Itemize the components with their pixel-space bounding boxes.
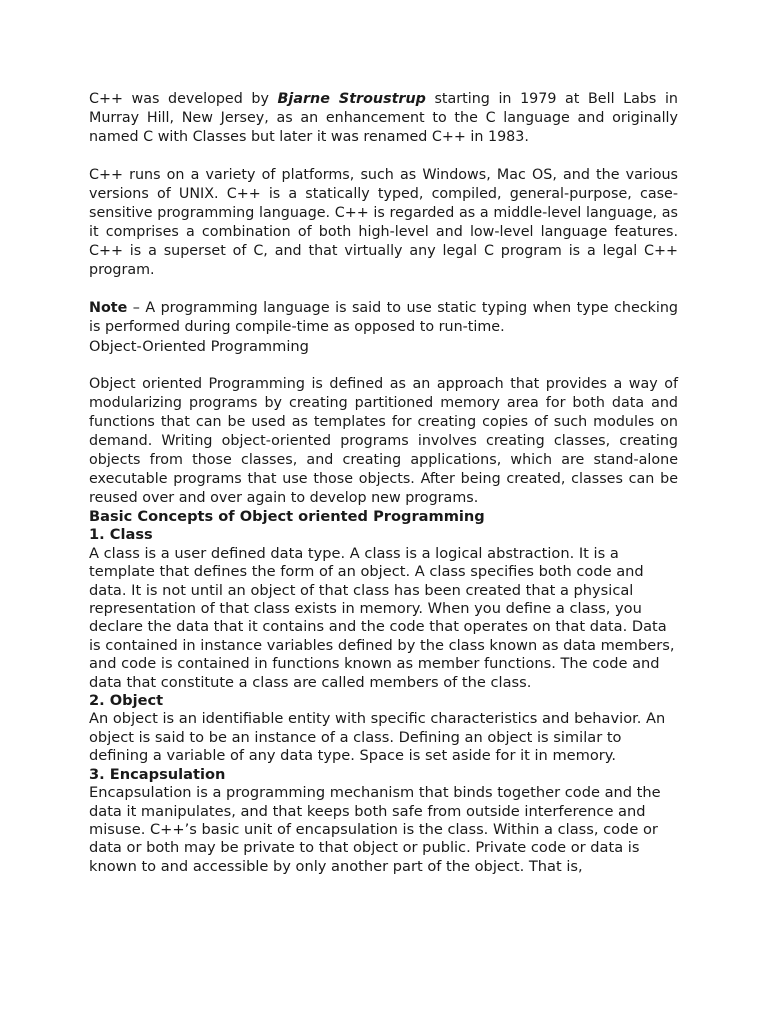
basics-heading: Basic Concepts of Object oriented Programming: [89, 508, 485, 525]
intro-text-after: starting in 1979 at Bell Labs in Murray Hill, New Jersey, as an enhancement to the C language and originally named C with Classes but later it was renamed C++ in 1983.: [89, 91, 678, 145]
intro-paragraph: [89, 90, 678, 147]
author-name: Bjarne Stroustrup: [277, 91, 426, 107]
note-label: Note: [89, 300, 128, 316]
document-page: [89, 90, 678, 876]
object-paragraph: An object is an identifiable entity with specific characteristics and behavior. An object is said to be an instance of a class. Defining an object is similar to defining a variable of any data type. Space is set aside for it in memory.: [89, 710, 666, 765]
encapsulation-paragraph: Encapsulation is a programming mechanism that binds together code and the data it manipulates, and that keeps both safe from outside interference and misuse. C++’s basic unit of encapsulation is the class. Within a class, code or data or both may be private to that object or public. Private code or data is known to and accessible by only another part of the object. That is,: [89, 784, 661, 875]
class-heading: 1. Class: [89, 526, 153, 544]
oop-paragraph: Object oriented Programming is defined as an approach that provides a way of modularizing programs by creating partitioned memory area for both data and functions that can be used as templates for creating copies of such modules on demand. Writing object-oriented programs involves creating classes, creating objects from those classes, and creating applications, which are stand-alone executable programs that use those objects. After being created, classes can be reused over and over again to develop new programs.: [89, 376, 678, 506]
note-text: – A programming language is said to use static typing when type checking is performed during compile-time as opposed to run-time.: [89, 300, 678, 335]
platforms-paragraph: C++ runs on a variety of platforms, such as Windows, Mac OS, and the various versions of UNIX. C++ is a statically typed, compiled, general-purpose, case-sensitive programming language. C++ is regarded as a middle-level language, as it comprises a combination of both high-level and low-level language features. C++ is a superset of C, and that virtually any legal C program is a legal C++ program.: [89, 167, 678, 278]
encapsulation-heading: 3. Encapsulation: [89, 765, 226, 783]
note-paragraph: [89, 299, 678, 337]
oop-heading: Object-Oriented Programming: [89, 338, 309, 355]
object-heading: 2. Object: [89, 692, 164, 710]
class-paragraph: A class is a user defined data type. A class is a logical abstraction. It is a template that defines the form of an object. A class specifies both code and data. It is not until an object of that class has been created that a physical representation of that class exists in memory. When you define a class, you declare the data that it contains and the code that operates on that data. Data is contained in instance variables defined by the class known as data members, and code is contained in functions known as member functions. The code and data that constitute a class are called members of the class.: [89, 544, 675, 691]
intro-text-before: C++ was developed by: [89, 91, 278, 107]
